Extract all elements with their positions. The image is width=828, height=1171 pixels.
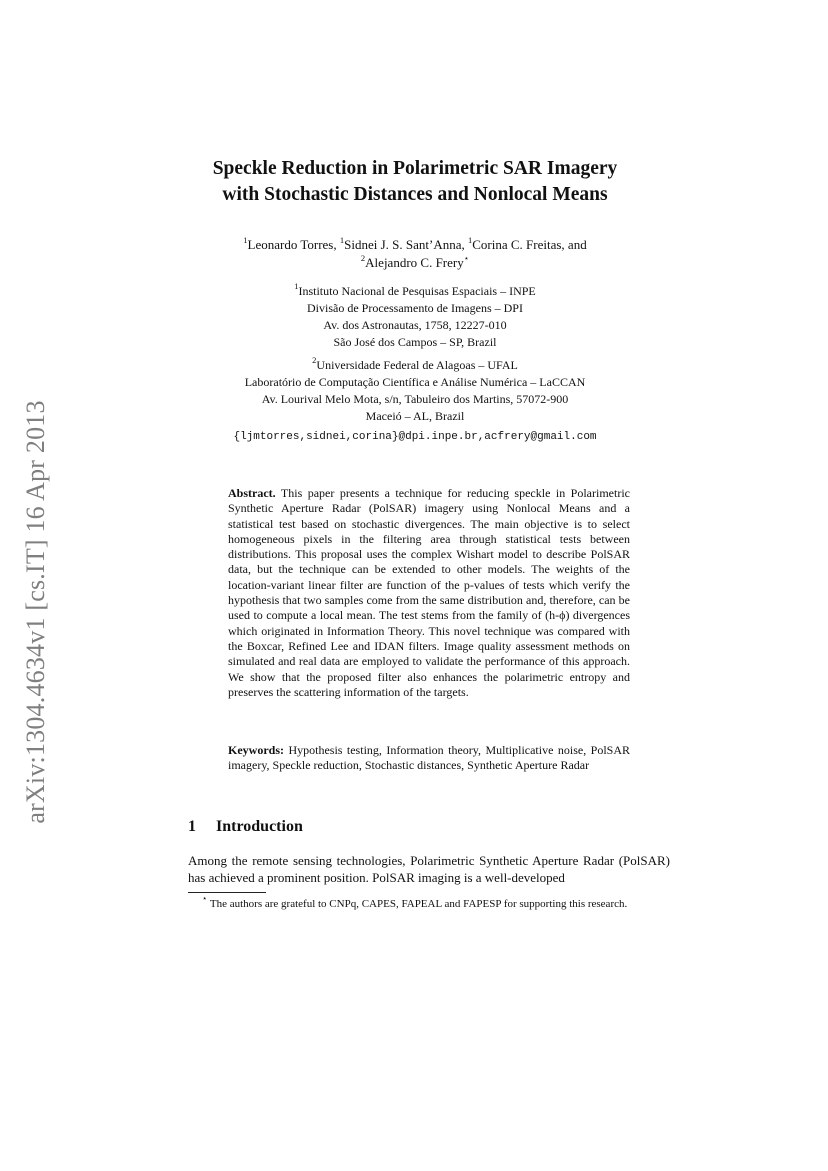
affiliation-line: Av. dos Astronautas, 1758, 12227-010: [323, 318, 507, 332]
section-heading-introduction: [188, 817, 303, 837]
affiliation-line: Laboratório de Computação Científica e Análise Numérica – LaCCAN: [244, 375, 586, 389]
footnote-star-mark: ⋆: [463, 252, 470, 263]
author-line-2: [150, 254, 680, 272]
abstract-label: Abstract.: [228, 486, 276, 500]
affiliation-inpe: [150, 283, 680, 351]
footnote-body: [188, 893, 670, 912]
affiliation-line: [150, 357, 680, 374]
title-line-2: with Stochastic Distances and Nonlocal Means: [222, 184, 608, 205]
author-name: Leonardo Torres,: [247, 237, 340, 252]
affiliation-mark: 2: [312, 355, 317, 365]
author-affil-mark: 2: [360, 252, 366, 263]
section-number: 1: [188, 818, 196, 835]
arxiv-identifier-stamp: arXiv:1304.4634v1 [cs.IT] 16 Apr 2013: [21, 400, 50, 824]
affiliation-mark: 1: [294, 281, 299, 291]
introduction-paragraph: Among the remote sensing technologies, Polarimetric Synthetic Aperture Radar (PolSAR) has achieved a prominent position. PolSAR imaging is a well-developed: [188, 853, 670, 885]
author-emails: {ljmtorres,sidnei,corina}@dpi.inpe.br,acfrery@gmail.com: [233, 431, 597, 443]
affiliation-line: Maceió – AL, Brazil: [365, 409, 465, 423]
abstract: [228, 486, 630, 700]
keywords-label: Keywords:: [228, 743, 284, 757]
footnote-divider: [188, 892, 266, 893]
affiliation-line: [150, 283, 680, 300]
author-name: Alejandro C. Frery: [365, 255, 464, 270]
section-title: Introduction: [216, 818, 303, 835]
footnote-mark: ⋆: [202, 893, 208, 904]
author-name: Corina C. Freitas, and: [472, 237, 587, 252]
footnote: [188, 893, 670, 912]
title-line-1: Speckle Reduction in Polarimetric SAR Imagery: [212, 158, 618, 179]
keywords: [228, 743, 630, 774]
author-affil-mark: 1: [339, 234, 345, 245]
affiliation-line: São José dos Campos – SP, Brazil: [333, 335, 497, 349]
footnote-text: The authors are grateful to CNPq, CAPES, FAPEAL and FAPESP for supporting this research.: [209, 898, 628, 910]
affiliation-ufal: [150, 357, 680, 425]
paper-title: [150, 156, 680, 208]
abstract-text: This paper presents a technique for reducing speckle in Polarimetric Synthetic Aperture Radar (PolSAR) imagery using Nonlocal Means and a statistical test based on stochastic divergences. The main objective is to select homogeneous pixels in the filtering area through statistical tests between distributions. This proposal uses the complex Wishart model to describe PolSAR data, but the technique can be extended to other models. The weights of the location-variant linear filter are function of the p-values of tests which verify the hypothesis that two samples come from the same distribution and, therefore, can be used to compute a local mean. The test stems from the family of (h-ϕ) divergences which originated in Information Theory. This novel technique was compared with the Boxcar, Refined Lee and IDAN filters. Image quality assessment methods on simulated and real data are employed to validate the performance of this approach. We show that the proposed filter also enhances the polarimetric entropy and preserves the scattering information of the targets.: [228, 486, 630, 699]
affiliation-line: Divisão de Processamento de Imagens – DPI: [307, 301, 523, 315]
affiliation-line: Av. Lourival Melo Mota, s/n, Tabuleiro dos Martins, 57072-900: [261, 392, 569, 406]
keywords-text: Hypothesis testing, Information theory, Multiplicative noise, PolSAR imagery, Speckle reduction, Stochastic distances, Synthetic Aperture Radar: [228, 743, 631, 773]
author-affil-mark: 1: [468, 234, 473, 245]
author-name: Sidnei J. S. Sant’Anna,: [344, 237, 468, 252]
affiliation-text: Universidade Federal de Alagoas – UFAL: [316, 358, 518, 372]
author-affil-mark: 1: [243, 234, 248, 245]
author-list: [150, 236, 680, 272]
affiliation-text: Instituto Nacional de Pesquisas Espaciais – INPE: [298, 284, 536, 298]
author-line-1: [150, 236, 680, 254]
